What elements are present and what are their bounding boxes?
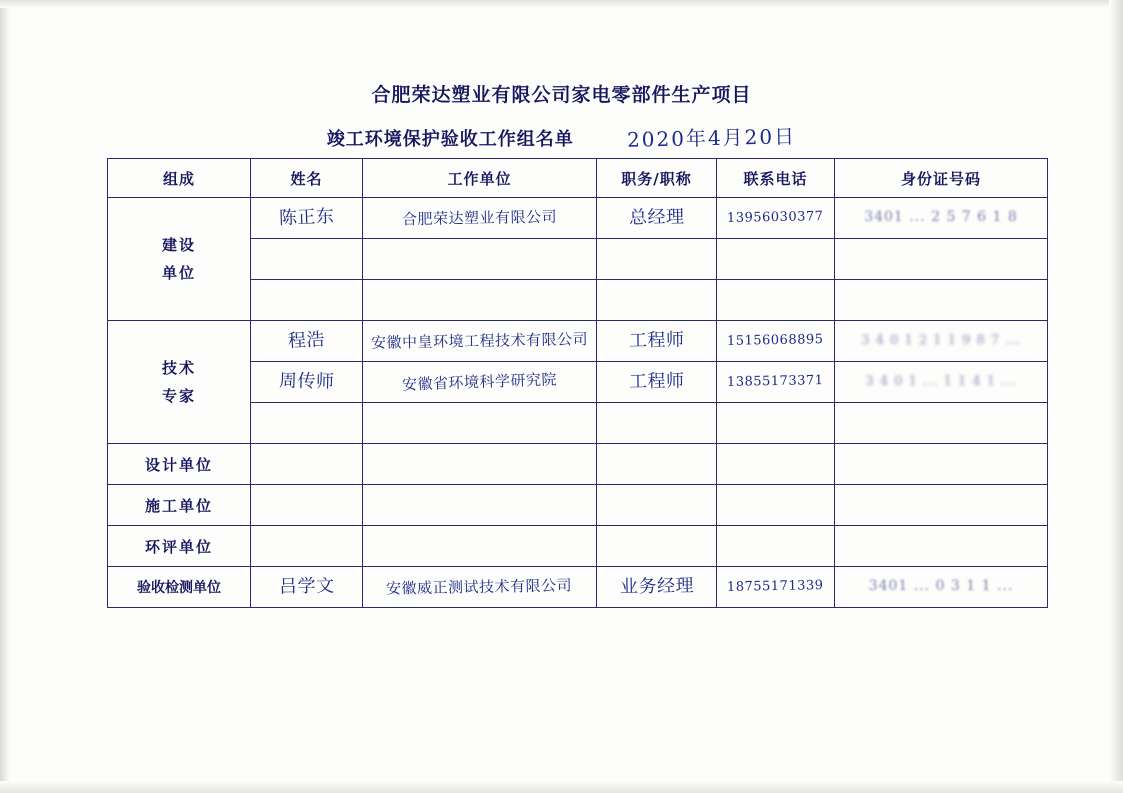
scan-edge-top bbox=[0, 0, 1123, 8]
cell-name bbox=[251, 362, 363, 403]
cell-phone bbox=[717, 567, 835, 608]
cell-id-number bbox=[835, 444, 1048, 485]
cell-name bbox=[251, 567, 363, 608]
cell-name bbox=[251, 403, 363, 444]
handwriting-name: 吕学文 bbox=[278, 575, 335, 598]
cell-work-unit bbox=[363, 321, 597, 362]
handwriting-id-number: 3401 ... 0 3 1 1 ... bbox=[868, 578, 1014, 595]
cell-position bbox=[597, 198, 717, 239]
row-label-construction-unit: 施工单位 bbox=[108, 485, 251, 526]
cell-work-unit bbox=[363, 444, 597, 485]
cell-name bbox=[251, 444, 363, 485]
table-row bbox=[108, 198, 1048, 239]
cell-id-number bbox=[835, 485, 1048, 526]
row-label-acceptance-testing-unit: 验收检测单位 bbox=[108, 567, 251, 608]
column-header-work-unit: 工作单位 bbox=[363, 159, 597, 198]
cell-name bbox=[251, 280, 363, 321]
document-subtitle: 竣工环境保护验收工作组名单 bbox=[326, 129, 574, 150]
cell-position bbox=[597, 403, 717, 444]
scan-edge-left bbox=[0, 0, 10, 793]
cell-position bbox=[597, 362, 717, 403]
handwriting-name: 陈正东 bbox=[278, 206, 335, 230]
cell-id-number bbox=[835, 321, 1048, 362]
cell-id-number bbox=[835, 362, 1048, 403]
column-header-phone: 联系电话 bbox=[717, 159, 835, 198]
cell-phone bbox=[717, 239, 835, 280]
table-row bbox=[108, 567, 1048, 608]
cell-name bbox=[251, 239, 363, 280]
cell-id-number bbox=[835, 280, 1048, 321]
table-row bbox=[108, 444, 1048, 485]
column-header-id-number: 身份证号码 bbox=[835, 159, 1048, 198]
cell-phone bbox=[717, 444, 835, 485]
cell-phone bbox=[717, 485, 835, 526]
cell-position bbox=[597, 526, 717, 567]
cell-position bbox=[597, 280, 717, 321]
handwriting-phone: 18755171339 bbox=[727, 578, 824, 595]
row-group-label-technical-experts bbox=[108, 321, 251, 444]
cell-position bbox=[597, 567, 717, 608]
document-subtitle-row bbox=[0, 122, 1123, 151]
cell-phone bbox=[717, 280, 835, 321]
handwriting-phone: 13855173371 bbox=[727, 373, 824, 390]
column-header-name: 姓名 bbox=[251, 159, 363, 198]
cell-work-unit bbox=[363, 526, 597, 567]
work-group-roster-table bbox=[107, 158, 1048, 608]
cell-name bbox=[251, 321, 363, 362]
handwriting-work-unit: 安徽威正测试技术有限公司 bbox=[386, 576, 573, 598]
cell-work-unit bbox=[363, 362, 597, 403]
cell-phone bbox=[717, 198, 835, 239]
handwriting-work-unit: 合肥荣达塑业有限公司 bbox=[401, 207, 558, 229]
cell-id-number bbox=[835, 198, 1048, 239]
cell-position bbox=[597, 321, 717, 362]
cell-id-number bbox=[835, 526, 1048, 567]
row-group-label-construction bbox=[108, 198, 251, 321]
cell-id-number bbox=[835, 567, 1048, 608]
cell-position bbox=[597, 485, 717, 526]
cell-name bbox=[251, 485, 363, 526]
handwriting-id-number: 3 4 0 1 ... 1 1 4 1 ... bbox=[865, 373, 1017, 389]
handwriting-position: 工程师 bbox=[628, 370, 685, 393]
table-row bbox=[108, 321, 1048, 362]
cell-position bbox=[597, 239, 717, 280]
row-label-eia-unit: 环评单位 bbox=[108, 526, 251, 567]
scan-edge-bottom bbox=[0, 781, 1123, 793]
handwriting-work-unit: 安徽中皇环境工程技术有限公司 bbox=[370, 329, 589, 352]
cell-id-number bbox=[835, 239, 1048, 280]
cell-work-unit bbox=[363, 239, 597, 280]
handwriting-work-unit: 安徽省环境科学研究院 bbox=[401, 370, 558, 394]
column-header-group: 组成 bbox=[108, 159, 251, 198]
group-label-line1: 建设 bbox=[161, 235, 196, 254]
cell-name bbox=[251, 526, 363, 567]
handwriting-name: 周传师 bbox=[278, 370, 335, 393]
handwritten-date: 2020年4月20日 bbox=[626, 124, 797, 152]
cell-work-unit bbox=[363, 403, 597, 444]
cell-phone bbox=[717, 321, 835, 362]
handwriting-id-number: 3 4 0 1 2 1 1 9 8 7 ... bbox=[861, 332, 1021, 348]
cell-work-unit bbox=[363, 280, 597, 321]
handwriting-position: 业务经理 bbox=[619, 575, 694, 598]
group-label-line2: 单位 bbox=[161, 264, 196, 282]
handwriting-position: 工程师 bbox=[628, 329, 685, 352]
row-label-design-unit: 设计单位 bbox=[108, 444, 251, 485]
cell-id-number bbox=[835, 403, 1048, 444]
group-label-line1: 技术 bbox=[161, 358, 196, 377]
handwriting-phone: 13956030377 bbox=[727, 209, 824, 226]
column-header-position: 职务/职称 bbox=[597, 159, 717, 198]
handwriting-name: 程浩 bbox=[287, 329, 326, 353]
group-label-line2: 专家 bbox=[161, 387, 196, 405]
scan-edge-right bbox=[1109, 0, 1123, 793]
handwriting-position: 总经理 bbox=[628, 206, 685, 229]
cell-work-unit bbox=[363, 485, 597, 526]
cell-phone bbox=[717, 403, 835, 444]
table-row bbox=[108, 485, 1048, 526]
handwriting-id-number: 3401 ... 2 5 7 6 1 8 bbox=[864, 209, 1018, 226]
cell-work-unit bbox=[363, 567, 597, 608]
handwriting-phone: 15156068895 bbox=[727, 332, 824, 349]
cell-phone bbox=[717, 362, 835, 403]
cell-work-unit bbox=[363, 198, 597, 239]
table-header-row bbox=[108, 159, 1048, 198]
cell-phone bbox=[717, 526, 835, 567]
document-title: 合肥荣达塑业有限公司家电零部件生产项目 bbox=[371, 84, 752, 106]
cell-name bbox=[251, 198, 363, 239]
cell-position bbox=[597, 444, 717, 485]
table-row bbox=[108, 526, 1048, 567]
